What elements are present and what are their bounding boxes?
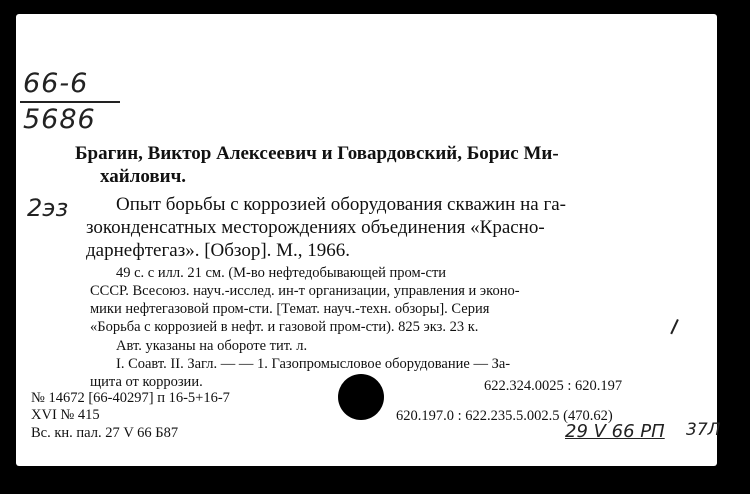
entry-heading-line1: Брагин, Виктор Алексеевич и Говардовский, Борис Ми-: [75, 143, 559, 164]
footer-line2: XVI № 415: [31, 407, 100, 423]
handwritten-date-note: 29 V 66 РП: [565, 421, 665, 442]
footer-line3: Вс. кн. пал. 27 V 66 Б87: [31, 425, 179, 441]
handwritten-code-bottom: 5686: [23, 104, 96, 135]
handwritten-corner-note: 37Л: [686, 420, 721, 440]
entry-heading-line2: хайлович.: [100, 166, 187, 187]
note-line: Авт. указаны на обороте тит. л.: [116, 338, 308, 354]
footer-line1: № 14672 [66-40297] п 16-5+16-7: [31, 390, 230, 406]
pencil-mark: [670, 319, 679, 334]
title-line3: дарнефтегаз». [Обзор]. М., 1966.: [86, 240, 351, 261]
description-line2: СССР. Всесоюз. науч.-исслед. ин-т организации, управления и эконо-: [90, 283, 520, 299]
subject-line1: I. Соавт. II. Загл. — — 1. Газопромысловое оборудование — За-: [116, 356, 511, 372]
udc-primary: 622.324.0025 : 620.197: [484, 378, 623, 394]
code-divider: [20, 101, 120, 103]
udc-secondary: 620.197.0 : 622.235.5.002.5 (470.62): [396, 408, 613, 424]
subject-line2: щита от коррозии.: [90, 374, 203, 390]
description-line1: 49 с. с илл. 21 см. (М-во нефтедобывающей пром-сти: [116, 265, 447, 281]
handwritten-margin-note: 2эз: [27, 194, 69, 222]
description-line4: «Борьба с коррозией в нефт. и газовой пром-сти). 825 экз. 23 к.: [90, 319, 479, 335]
description-line3: мики нефтегазовой пром-сти. [Темат. науч.-техн. обзоры]. Серия: [90, 301, 490, 317]
title-line2: зоконденсатных месторождениях объединения «Красно-: [86, 217, 545, 238]
title-line1: Опыт борьбы с коррозией оборудования скважин на га-: [116, 194, 566, 215]
handwritten-code-top: 66-6: [23, 68, 89, 99]
punch-hole: [338, 374, 384, 420]
